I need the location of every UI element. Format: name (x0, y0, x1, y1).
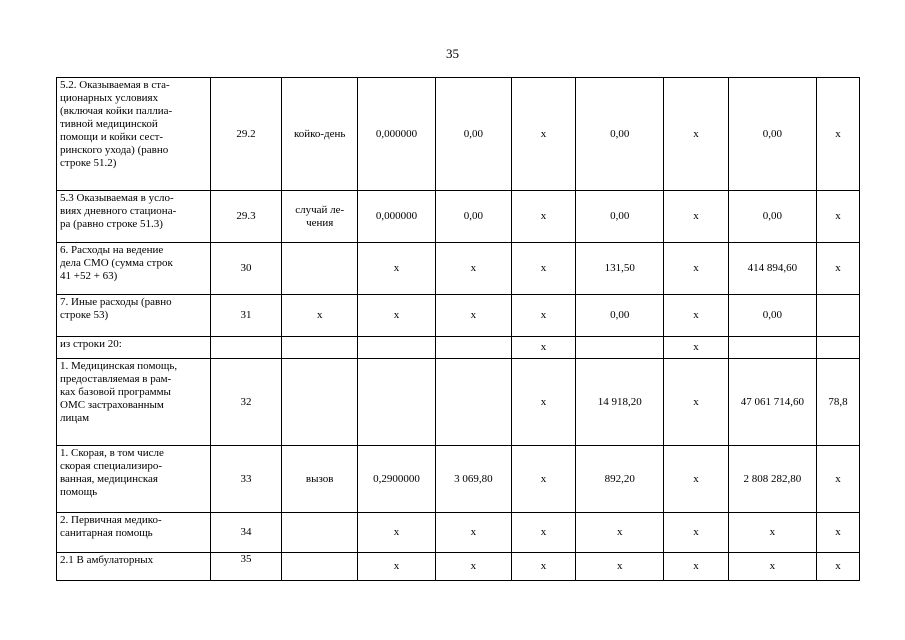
table-row (57, 359, 860, 446)
unit-cell (282, 243, 358, 295)
row-code: 35 (210, 553, 282, 581)
value-cell-c7: 0,00 (576, 78, 664, 191)
value-cell-c4: х (358, 553, 436, 581)
row-code: 33 (210, 446, 282, 513)
value-cell-c9: 2 808 282,80 (728, 446, 816, 513)
page-number: 35 (446, 46, 459, 61)
row-label: 2.1 В амбулаторных (57, 553, 211, 581)
value-cell-c7: 0,00 (576, 295, 664, 337)
value-cell-c8: х (664, 513, 729, 553)
value-cell-c5: 0,00 (435, 78, 511, 191)
value-cell-c9: 0,00 (728, 191, 816, 243)
value-cell-c9 (728, 337, 816, 359)
value-cell-c5 (435, 359, 511, 446)
value-cell-c6: х (511, 295, 576, 337)
unit-cell (282, 513, 358, 553)
value-cell-c7: 892,20 (576, 446, 664, 513)
value-cell-c10: х (816, 243, 859, 295)
row-code: 29.2 (210, 78, 282, 191)
table-row (57, 78, 860, 191)
value-cell-c6: х (511, 191, 576, 243)
value-cell-c7 (576, 337, 664, 359)
unit-cell (282, 553, 358, 581)
row-code: 32 (210, 359, 282, 446)
value-cell-c10: х (816, 513, 859, 553)
data-table (56, 77, 860, 581)
table-row (57, 295, 860, 337)
value-cell-c5: х (435, 243, 511, 295)
value-cell-c10 (816, 337, 859, 359)
value-cell-c9: 414 894,60 (728, 243, 816, 295)
value-cell-c10: 78,8 (816, 359, 859, 446)
unit-cell: х (282, 295, 358, 337)
unit-cell: койко-день (282, 78, 358, 191)
value-cell-c7: х (576, 513, 664, 553)
value-cell-c8: х (664, 446, 729, 513)
table-row (57, 446, 860, 513)
row-label: 1. Скорая, в том числе скорая специализиро- ванная, медицинская помощь (57, 446, 211, 513)
value-cell-c10: х (816, 78, 859, 191)
row-label: 2. Первичная медико- санитарная помощь (57, 513, 211, 553)
value-cell-c6: х (511, 78, 576, 191)
value-cell-c9: 47 061 714,60 (728, 359, 816, 446)
value-cell-c8: х (664, 337, 729, 359)
value-cell-c8: х (664, 191, 729, 243)
table-row (57, 513, 860, 553)
table-body (57, 78, 860, 581)
value-cell-c10: х (816, 191, 859, 243)
value-cell-c4: х (358, 513, 436, 553)
row-code: 31 (210, 295, 282, 337)
value-cell-c8: х (664, 243, 729, 295)
value-cell-c7: х (576, 553, 664, 581)
value-cell-c6: х (511, 337, 576, 359)
value-cell-c6: х (511, 359, 576, 446)
row-label: из строки 20: (57, 337, 211, 359)
row-label: 5.2. Оказываемая в ста- ционарных условиях (включая койки паллиа- тивной медицинской помощи и койки сест- ринского ухода) (равно строке 51.2) (57, 78, 211, 191)
unit-cell (282, 337, 358, 359)
value-cell-c7: 14 918,20 (576, 359, 664, 446)
value-cell-c9: 0,00 (728, 295, 816, 337)
unit-cell: вызов (282, 446, 358, 513)
row-code: 34 (210, 513, 282, 553)
value-cell-c4: 0,000000 (358, 191, 436, 243)
value-cell-c6: х (511, 446, 576, 513)
row-code (210, 337, 282, 359)
value-cell-c4: х (358, 243, 436, 295)
value-cell-c7: 0,00 (576, 191, 664, 243)
value-cell-c10 (816, 295, 859, 337)
table-row (57, 337, 860, 359)
value-cell-c4 (358, 337, 436, 359)
value-cell-c9: 0,00 (728, 78, 816, 191)
row-code: 30 (210, 243, 282, 295)
value-cell-c6: х (511, 513, 576, 553)
unit-cell (282, 359, 358, 446)
value-cell-c9: х (728, 513, 816, 553)
value-cell-c7: 131,50 (576, 243, 664, 295)
value-cell-c5: х (435, 553, 511, 581)
value-cell-c6: х (511, 553, 576, 581)
value-cell-c10: х (816, 553, 859, 581)
row-code: 29.3 (210, 191, 282, 243)
value-cell-c4: х (358, 295, 436, 337)
value-cell-c9: х (728, 553, 816, 581)
value-cell-c4 (358, 359, 436, 446)
table-row (57, 243, 860, 295)
value-cell-c5: 3 069,80 (435, 446, 511, 513)
value-cell-c5 (435, 337, 511, 359)
value-cell-c8: х (664, 359, 729, 446)
value-cell-c4: 0,2900000 (358, 446, 436, 513)
row-label: 1. Медицинская помощь, предоставляемая в рам- ках базовой программы ОМС застрахованным лицам (57, 359, 211, 446)
value-cell-c5: х (435, 295, 511, 337)
unit-cell: случай ле- чения (282, 191, 358, 243)
table-row (57, 553, 860, 581)
row-label: 5.3 Оказываемая в усло- виях дневного стациона- ра (равно строке 51.3) (57, 191, 211, 243)
value-cell-c8: х (664, 295, 729, 337)
table-row (57, 191, 860, 243)
value-cell-c8: х (664, 553, 729, 581)
value-cell-c5: 0,00 (435, 191, 511, 243)
value-cell-c4: 0,000000 (358, 78, 436, 191)
value-cell-c5: х (435, 513, 511, 553)
value-cell-c6: х (511, 243, 576, 295)
row-label: 7. Иные расходы (равно строке 53) (57, 295, 211, 337)
value-cell-c8: х (664, 78, 729, 191)
row-label: 6. Расходы на ведение дела СМО (сумма строк 41 +52 + 63) (57, 243, 211, 295)
value-cell-c10: х (816, 446, 859, 513)
